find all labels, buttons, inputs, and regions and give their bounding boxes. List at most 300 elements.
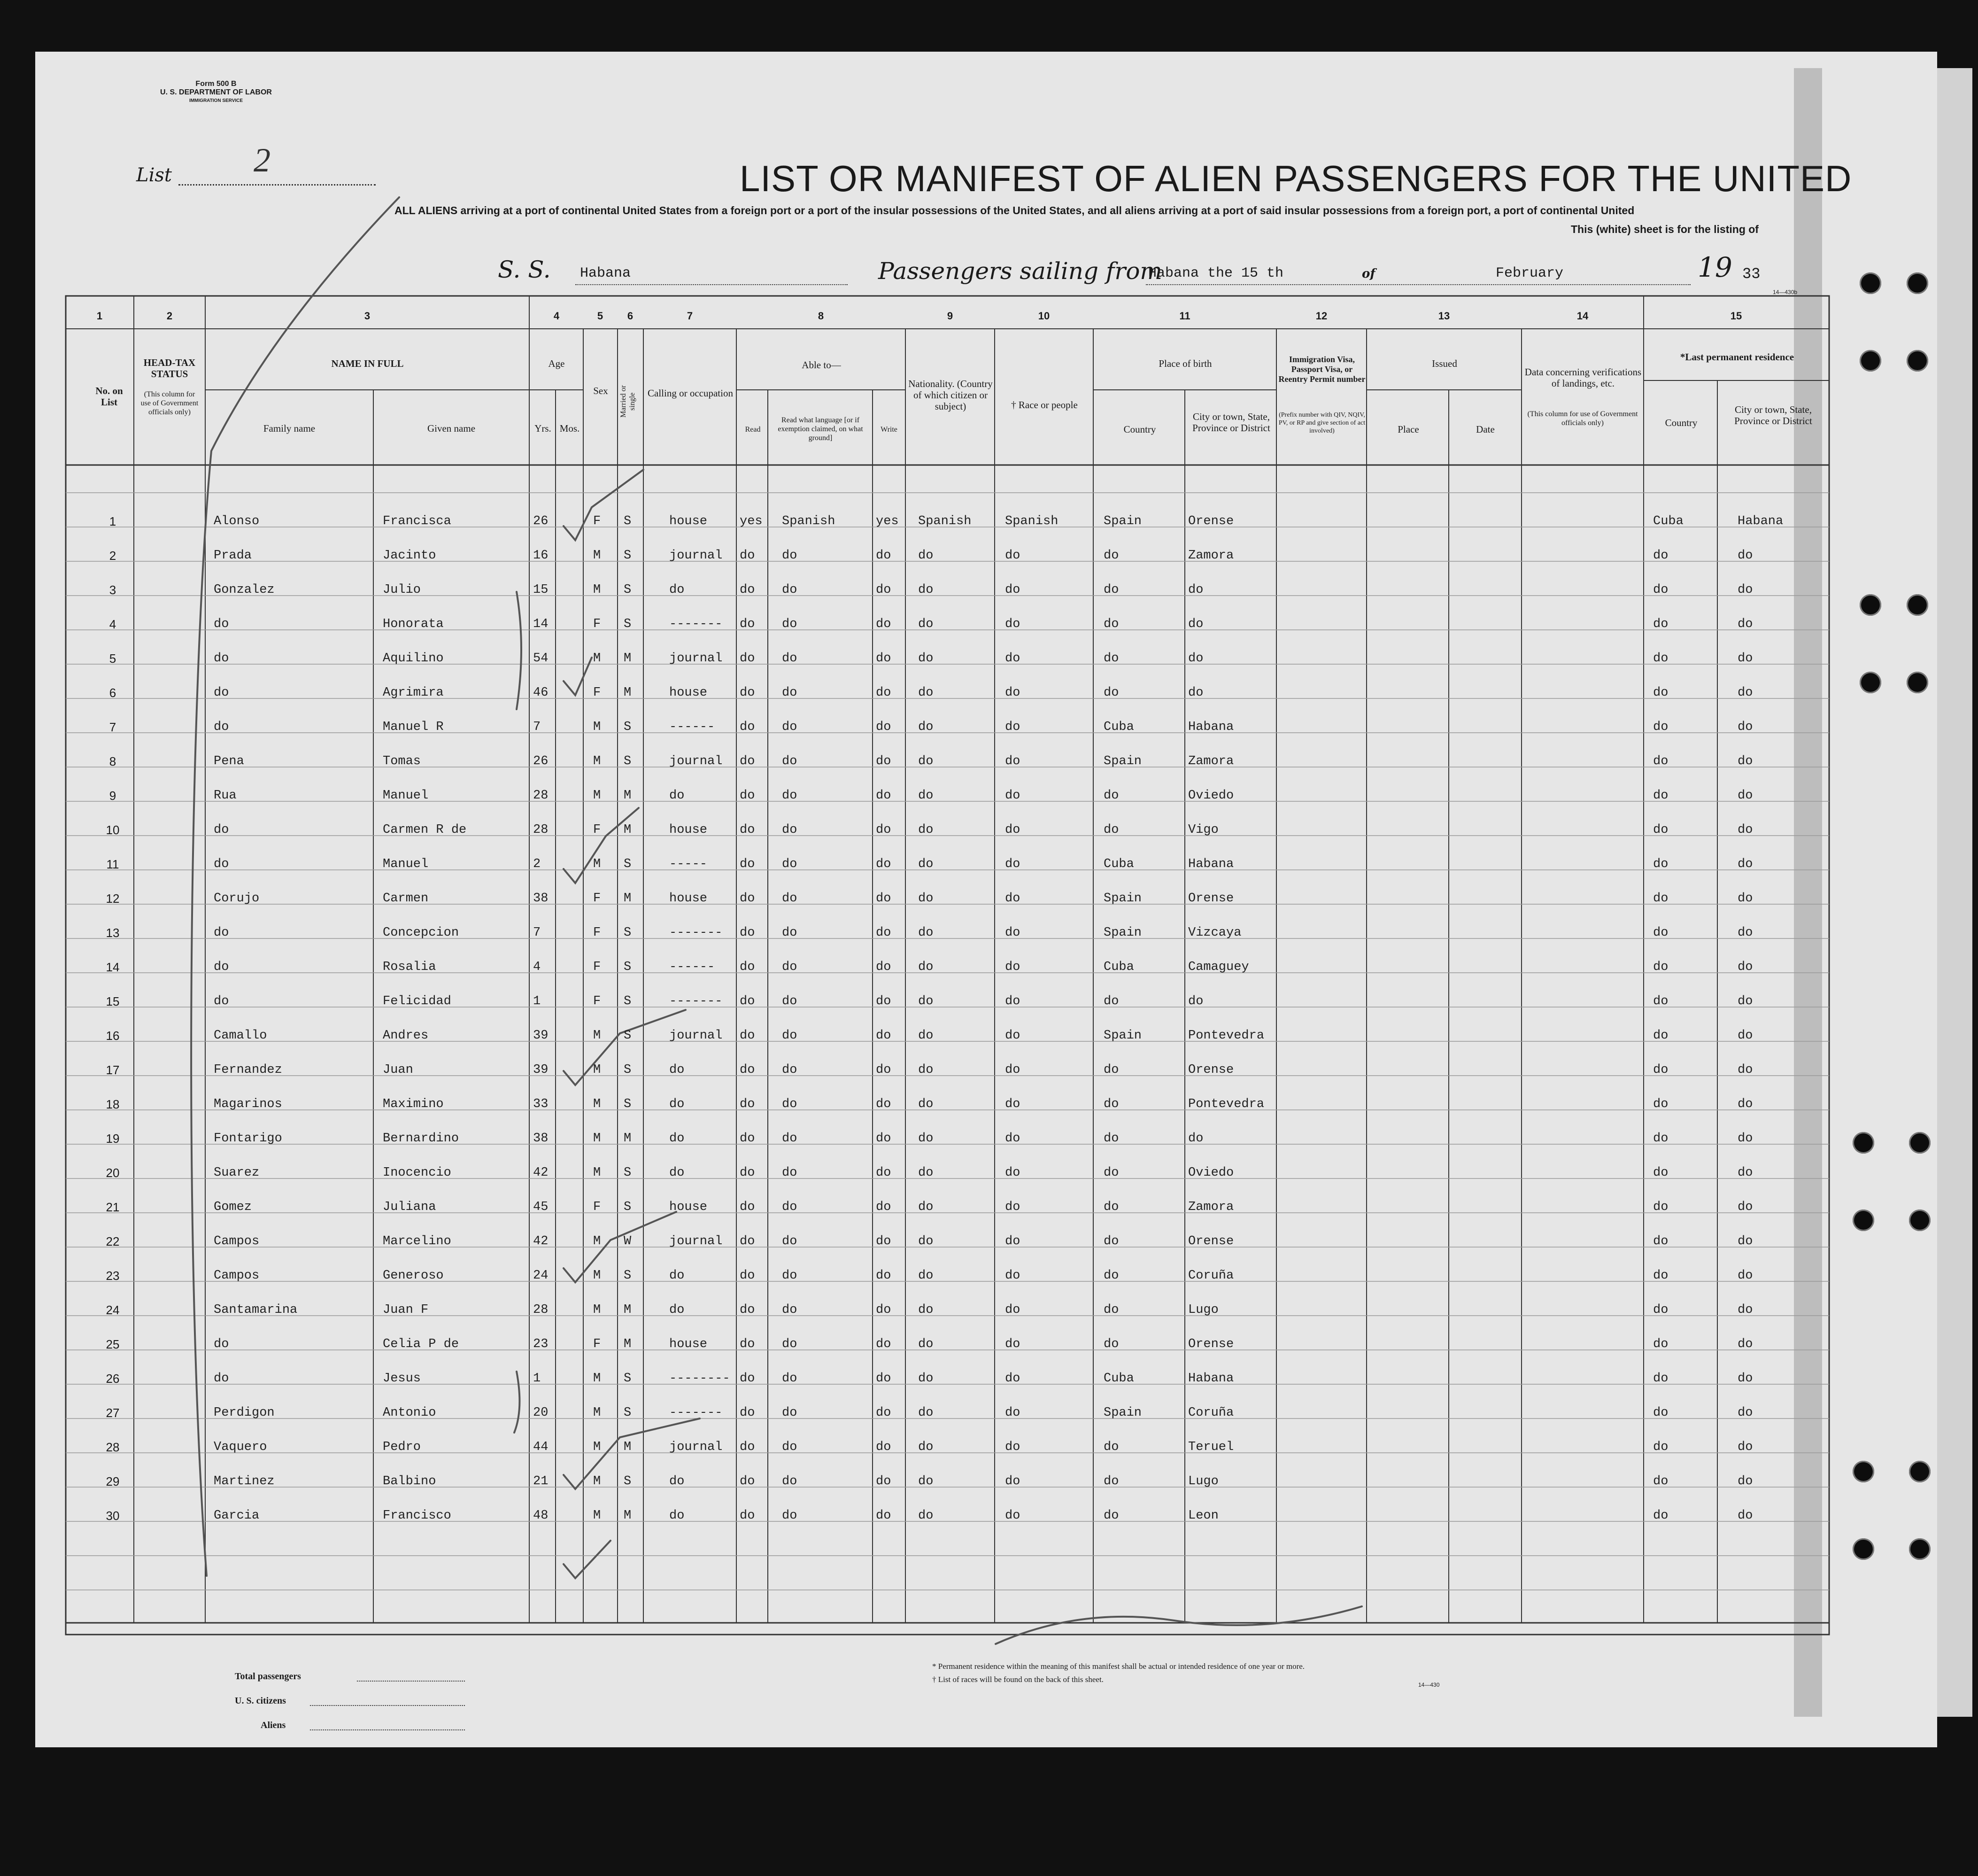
residence-city: do: [1738, 1063, 1753, 1077]
row-number: 8: [109, 754, 116, 768]
row-number: 29: [106, 1474, 120, 1488]
occupation: do: [669, 1063, 685, 1077]
age-years: 7: [533, 926, 541, 940]
can-write: do: [876, 583, 891, 597]
nationality: do: [918, 1337, 934, 1351]
can-write: do: [876, 1269, 891, 1283]
read-language: do: [782, 891, 797, 906]
sex: M: [593, 1234, 601, 1248]
birth-country: do: [1104, 1063, 1119, 1077]
birth-city: Orense: [1188, 1337, 1234, 1351]
header-place-of-birth: Place of birth: [1159, 358, 1212, 369]
given-name: Manuel R: [383, 720, 444, 734]
birth-country: do: [1104, 994, 1119, 1008]
nationality: do: [918, 891, 934, 906]
column-number: 11: [1179, 310, 1190, 322]
read-language: do: [782, 549, 797, 563]
header-verification: Data concerning verifications of landings, etc.: [1524, 366, 1642, 389]
header-last-residence: *Last permanent residence: [1680, 351, 1794, 363]
family-name: do: [214, 686, 229, 700]
form-ref-bottom: 14—430: [1418, 1682, 1440, 1688]
occupation: house: [669, 514, 708, 528]
header-write: Write: [881, 426, 897, 434]
birth-country: Spain: [1104, 1406, 1142, 1420]
birth-city: do: [1188, 583, 1204, 597]
age-years: 21: [533, 1474, 549, 1488]
can-write: do: [876, 1029, 891, 1043]
marital-status: S: [624, 1029, 632, 1043]
birth-city: Habana: [1188, 720, 1234, 734]
sex: M: [593, 1063, 601, 1077]
residence-country: do: [1653, 617, 1669, 631]
header-residence-country: Country: [1665, 417, 1698, 428]
residence-country: do: [1653, 1372, 1669, 1386]
birth-city: Orense: [1188, 514, 1234, 528]
birth-city: Vizcaya: [1188, 926, 1242, 940]
header-head-tax-note: (This column for use of Government officials only): [140, 390, 199, 416]
can-read: do: [740, 1303, 755, 1317]
given-name: Juan: [383, 1063, 413, 1077]
birth-country: Spain: [1104, 1029, 1142, 1043]
family-name: Suarez: [214, 1166, 260, 1180]
given-name: Bernardino: [383, 1132, 459, 1146]
nationality: do: [918, 960, 934, 974]
race: do: [1005, 1097, 1020, 1111]
age-years: 28: [533, 789, 549, 803]
read-language: do: [782, 1337, 797, 1351]
birth-country: Spain: [1104, 514, 1142, 528]
birth-country: do: [1104, 823, 1119, 837]
birth-country: do: [1104, 651, 1119, 666]
us-line: [310, 1705, 465, 1706]
occupation: journal: [669, 1440, 723, 1454]
can-write: do: [876, 926, 891, 940]
occupation: do: [669, 583, 685, 597]
occupation: house: [669, 891, 708, 906]
can-read: do: [740, 651, 755, 666]
race: do: [1005, 1029, 1020, 1043]
header-issued: Issued: [1432, 358, 1457, 369]
can-read: do: [740, 1406, 755, 1420]
header-family-name: Family name: [263, 423, 316, 434]
header-able-to: Able to—: [802, 359, 841, 371]
family-name: Campos: [214, 1269, 260, 1283]
header-birth-country: Country: [1123, 424, 1156, 435]
residence-country: do: [1653, 1406, 1669, 1420]
occupation: do: [669, 1097, 685, 1111]
nationality: do: [918, 1372, 934, 1386]
family-name: Rua: [214, 789, 237, 803]
row-number: 17: [106, 1063, 120, 1077]
age-years: 44: [533, 1440, 549, 1454]
nationality: do: [918, 1509, 934, 1523]
nationality: do: [918, 1474, 934, 1488]
can-read: do: [740, 1200, 755, 1214]
row-number: 1: [109, 514, 116, 528]
occupation: do: [669, 1269, 685, 1283]
race: do: [1005, 789, 1020, 803]
sex: M: [593, 1303, 601, 1317]
read-language: do: [782, 686, 797, 700]
residence-country: do: [1653, 891, 1669, 906]
nationality: do: [918, 754, 934, 768]
occupation: journal: [669, 1234, 723, 1248]
column-number: 3: [364, 310, 371, 322]
family-name: do: [214, 651, 229, 666]
given-name: Manuel: [383, 857, 429, 871]
nationality: do: [918, 1234, 934, 1248]
residence-city: do: [1738, 754, 1753, 768]
can-write: do: [876, 1166, 891, 1180]
age-years: 46: [533, 686, 549, 700]
race: do: [1005, 754, 1020, 768]
race: do: [1005, 651, 1020, 666]
age-years: 54: [533, 651, 549, 666]
birth-country: do: [1104, 1166, 1119, 1180]
can-write: do: [876, 1337, 891, 1351]
race: do: [1005, 1509, 1020, 1523]
list-label: List: [136, 164, 172, 186]
can-read: do: [740, 1166, 755, 1180]
given-name: Juan F: [383, 1303, 429, 1317]
header-issued-date: Date: [1476, 424, 1495, 435]
birth-city: Vigo: [1188, 823, 1219, 837]
birth-country: do: [1104, 1509, 1119, 1523]
marital-status: S: [624, 720, 632, 734]
marital-status: S: [624, 926, 632, 940]
given-name: Marcelino: [383, 1234, 451, 1248]
sex: M: [593, 1372, 601, 1386]
nationality: do: [918, 1269, 934, 1283]
occupation: -----: [669, 857, 708, 871]
birth-city: Teruel: [1188, 1440, 1234, 1454]
given-name: Francisca: [383, 514, 451, 528]
read-language: do: [782, 583, 797, 597]
can-write: do: [876, 1200, 891, 1214]
residence-country: do: [1653, 720, 1669, 734]
can-write: do: [876, 994, 891, 1008]
marital-status: S: [624, 1406, 632, 1420]
sex: F: [593, 994, 601, 1008]
can-read: do: [740, 1132, 755, 1146]
marital-status: M: [624, 1303, 632, 1317]
sex: M: [593, 789, 601, 803]
birth-country: Cuba: [1104, 1372, 1134, 1386]
residence-city: do: [1738, 1440, 1753, 1454]
race: do: [1005, 960, 1020, 974]
occupation: journal: [669, 549, 723, 563]
residence-city: do: [1738, 789, 1753, 803]
occupation: house: [669, 1337, 708, 1351]
residence-city: do: [1738, 1337, 1753, 1351]
residence-country: do: [1653, 1269, 1669, 1283]
header-occupation: Calling or occupation: [648, 388, 733, 399]
residence-country: do: [1653, 823, 1669, 837]
column-number: 5: [597, 310, 603, 322]
marital-status: S: [624, 1166, 632, 1180]
age-years: 26: [533, 754, 549, 768]
header-no-on-list: No. on List: [95, 385, 123, 408]
residence-country: do: [1653, 1440, 1669, 1454]
read-language: do: [782, 1029, 797, 1043]
column-number: 14: [1576, 310, 1589, 322]
sex: M: [593, 1474, 601, 1488]
age-years: 26: [533, 514, 549, 528]
given-name: Generoso: [383, 1269, 444, 1283]
residence-city: do: [1738, 994, 1753, 1008]
can-read: do: [740, 1029, 755, 1043]
age-years: 28: [533, 1303, 549, 1317]
residence-city: do: [1738, 1234, 1753, 1248]
read-language: do: [782, 960, 797, 974]
residence-city: Habana: [1738, 514, 1784, 528]
occupation: journal: [669, 754, 723, 768]
can-read: do: [740, 1063, 755, 1077]
can-read: yes: [740, 514, 763, 528]
occupation: do: [669, 1509, 685, 1523]
column-number: 9: [947, 310, 953, 322]
given-name: Manuel: [383, 789, 429, 803]
birth-country: do: [1104, 686, 1119, 700]
marital-status: M: [624, 1337, 632, 1351]
can-write: do: [876, 1234, 891, 1248]
birth-city: Zamora: [1188, 754, 1234, 768]
family-name: Vaquero: [214, 1440, 267, 1454]
given-name: Jesus: [383, 1372, 421, 1386]
year-prefix: 19: [1698, 251, 1732, 283]
marital-status: S: [624, 1097, 632, 1111]
given-name: Tomas: [383, 754, 421, 768]
residence-city: do: [1738, 926, 1753, 940]
read-language: do: [782, 823, 797, 837]
sex: M: [593, 1132, 601, 1146]
can-read: do: [740, 1269, 755, 1283]
marital-status: S: [624, 994, 632, 1008]
residence-city: do: [1738, 1029, 1753, 1043]
marital-status: S: [624, 1474, 632, 1488]
read-language: do: [782, 1303, 797, 1317]
given-name: Juliana: [383, 1200, 436, 1214]
row-number: 4: [109, 617, 116, 631]
row-number: 5: [109, 651, 116, 666]
birth-city: Orense: [1188, 891, 1234, 906]
can-write: do: [876, 1406, 891, 1420]
marital-status: M: [624, 891, 632, 906]
residence-city: do: [1738, 1372, 1753, 1386]
residence-country: do: [1653, 1337, 1669, 1351]
race: do: [1005, 1372, 1020, 1386]
race: Spanish: [1005, 514, 1059, 528]
family-name: do: [214, 960, 229, 974]
header-age: Age: [548, 358, 565, 369]
age-years: 16: [533, 549, 549, 563]
row-number: 11: [106, 857, 119, 871]
header-race: † Race or people: [1011, 399, 1078, 411]
family-name: Fernandez: [214, 1063, 282, 1077]
sex: F: [593, 617, 601, 631]
residence-city: do: [1738, 686, 1753, 700]
read-language: do: [782, 1132, 797, 1146]
ship-name: Habana: [580, 265, 631, 281]
given-name: Inocencio: [383, 1166, 451, 1180]
family-name: do: [214, 857, 229, 871]
residence-country: do: [1653, 651, 1669, 666]
residence-country: do: [1653, 1303, 1669, 1317]
birth-country: Cuba: [1104, 720, 1134, 734]
can-write: do: [876, 1474, 891, 1488]
can-write: do: [876, 651, 891, 666]
year-suffix: 33: [1742, 265, 1761, 283]
header-visa-note: (Prefix number with QIV, NQIV, PV, or RP and give section of act involved): [1278, 411, 1366, 434]
sex: M: [593, 1269, 601, 1283]
instructions: ALL ALIENS arriving at a port of continental United States from a foreign port or a port of the insular possessions of the United States, and all aliens arriving at a port of said insular possessions from a foreign port, a port of continental United: [394, 204, 1635, 217]
row-number: 3: [109, 583, 116, 597]
row-number: 25: [106, 1337, 120, 1351]
occupation: -------: [669, 617, 723, 631]
header-name-in-full: NAME IN FULL: [331, 358, 404, 369]
occupation: -------: [669, 926, 723, 940]
nationality: do: [918, 1200, 934, 1214]
birth-country: do: [1104, 1097, 1119, 1111]
residence-country: do: [1653, 960, 1669, 974]
marital-status: M: [624, 651, 632, 666]
birth-country: do: [1104, 583, 1119, 597]
family-name: Santamarina: [214, 1303, 298, 1317]
can-write: do: [876, 1063, 891, 1077]
marital-status: S: [624, 583, 632, 597]
age-years: 4: [533, 960, 541, 974]
can-write: do: [876, 549, 891, 563]
sex: M: [593, 1509, 601, 1523]
column-number: 4: [553, 310, 560, 322]
header-head-tax: HEAD-TAX STATUS: [143, 357, 196, 380]
given-name: Celia P de: [383, 1337, 459, 1351]
residence-city: do: [1738, 651, 1753, 666]
header-visa: Immigration Visa, Passport Visa, or Reentry Permit number: [1278, 355, 1366, 384]
residence-country: do: [1653, 1166, 1669, 1180]
sex: M: [593, 549, 601, 563]
can-write: do: [876, 960, 891, 974]
row-number: 19: [106, 1132, 120, 1146]
birth-country: Spain: [1104, 891, 1142, 906]
can-read: do: [740, 686, 755, 700]
age-years: 24: [533, 1269, 549, 1283]
sailing-month: February: [1496, 265, 1564, 281]
read-language: do: [782, 1406, 797, 1420]
age-years: 14: [533, 617, 549, 631]
sex: F: [593, 514, 601, 528]
read-language: do: [782, 1166, 797, 1180]
can-read: do: [740, 994, 755, 1008]
column-number: 15: [1730, 310, 1742, 322]
read-language: do: [782, 1509, 797, 1523]
given-name: Maximino: [383, 1097, 444, 1111]
occupation: do: [669, 1166, 685, 1180]
sex: F: [593, 960, 601, 974]
can-write: do: [876, 1440, 891, 1454]
residence-country: Cuba: [1653, 514, 1684, 528]
read-language: do: [782, 789, 797, 803]
marital-status: S: [624, 1269, 632, 1283]
nationality: do: [918, 1166, 934, 1180]
occupation: do: [669, 789, 685, 803]
read-language: do: [782, 994, 797, 1008]
family-name: Gonzalez: [214, 583, 275, 597]
family-name: Prada: [214, 549, 252, 563]
age-years: 48: [533, 1509, 549, 1523]
read-language: do: [782, 720, 797, 734]
marital-status: S: [624, 1063, 632, 1077]
birth-country: do: [1104, 789, 1119, 803]
nationality: Spanish: [918, 514, 972, 528]
footnote-residence: * Permanent residence within the meaning of this manifest shall be actual or intended residence of one year or more.: [932, 1662, 1305, 1671]
occupation: do: [669, 1303, 685, 1317]
row-number: 16: [106, 1029, 120, 1043]
residence-country: do: [1653, 1132, 1669, 1146]
can-write: do: [876, 686, 891, 700]
marital-status: S: [624, 617, 632, 631]
header-nationality: Nationality. (Country of which citizen or subject): [908, 378, 993, 412]
row-number: 20: [106, 1166, 120, 1180]
residence-city: do: [1738, 891, 1753, 906]
age-years: 38: [533, 1132, 549, 1146]
race: do: [1005, 823, 1020, 837]
race: do: [1005, 891, 1020, 906]
sex: F: [593, 1200, 601, 1214]
occupation: house: [669, 823, 708, 837]
ss-label: S. S.: [498, 256, 551, 283]
sex: M: [593, 754, 601, 768]
read-language: do: [782, 1474, 797, 1488]
birth-city: Lugo: [1188, 1303, 1219, 1317]
race: do: [1005, 1063, 1020, 1077]
nationality: do: [918, 994, 934, 1008]
race: do: [1005, 926, 1020, 940]
read-language: do: [782, 1063, 797, 1077]
us-citizens-label: U. S. citizens: [235, 1696, 286, 1706]
family-name: Fontarigo: [214, 1132, 282, 1146]
marital-status: M: [624, 686, 632, 700]
birth-city: Camaguey: [1188, 960, 1249, 974]
birth-country: Spain: [1104, 754, 1142, 768]
can-read: do: [740, 1337, 755, 1351]
birth-country: do: [1104, 617, 1119, 631]
read-language: do: [782, 754, 797, 768]
sailing-from: Habana the 15 th: [1148, 265, 1284, 281]
row-number: 28: [106, 1440, 120, 1454]
residence-city: do: [1738, 720, 1753, 734]
family-name: Perdigon: [214, 1406, 275, 1420]
residence-country: do: [1653, 1097, 1669, 1111]
can-write: do: [876, 720, 891, 734]
birth-country: Cuba: [1104, 960, 1134, 974]
family-name: Alonso: [214, 514, 260, 528]
age-years: 39: [533, 1063, 549, 1077]
birth-city: Zamora: [1188, 549, 1234, 563]
occupation: ------: [669, 720, 715, 734]
marital-status: S: [624, 857, 632, 871]
birth-country: Spain: [1104, 926, 1142, 940]
race: do: [1005, 1440, 1020, 1454]
occupation: journal: [669, 651, 723, 666]
column-number: 7: [687, 310, 693, 322]
row-number: 27: [106, 1406, 120, 1420]
residence-city: do: [1738, 1166, 1753, 1180]
residence-city: do: [1738, 1200, 1753, 1214]
given-name: Felicidad: [383, 994, 451, 1008]
marital-status: M: [624, 1509, 632, 1523]
read-language: do: [782, 926, 797, 940]
